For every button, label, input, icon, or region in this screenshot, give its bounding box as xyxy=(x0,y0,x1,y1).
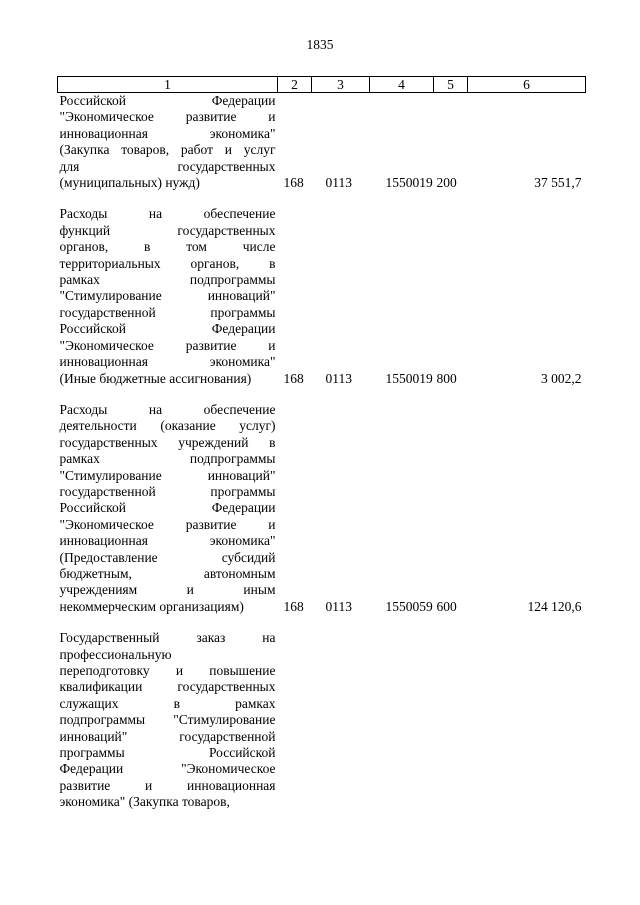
row-description xyxy=(58,402,278,615)
table-row xyxy=(58,206,586,386)
description-line: "Стимулирование инноваций" xyxy=(59,288,276,304)
column-header-6: 6 xyxy=(468,77,586,93)
section-code: 0113 xyxy=(325,370,352,386)
table-body xyxy=(58,93,586,811)
section-code xyxy=(312,630,370,810)
description-line: Государственный заказ на xyxy=(59,630,276,646)
description-line: государственных учреждений в xyxy=(59,434,276,450)
row-spacer xyxy=(58,615,586,630)
description-line: инновационная экономика" xyxy=(59,354,276,370)
row-spacer-cell xyxy=(58,387,586,402)
description-line: (Предоставление субсидий xyxy=(59,549,276,565)
description-line: некоммерческим организациям) xyxy=(59,598,244,614)
column-header-5: 5 xyxy=(434,77,468,93)
row-spacer-cell xyxy=(58,615,586,630)
section-code: 0113 xyxy=(325,175,352,191)
description-line: функций государственных xyxy=(59,222,276,238)
target-article-code: 1550019 xyxy=(385,175,433,191)
target-article-code: 1550019 xyxy=(385,370,433,386)
description-line: профессиональную xyxy=(59,646,172,662)
description-line: деятельности (оказание услуг) xyxy=(59,418,276,434)
row-spacer-cell xyxy=(58,191,586,206)
description-line: Российской Федерации xyxy=(59,321,276,337)
ministry-code xyxy=(278,630,312,810)
row-description xyxy=(58,206,278,386)
budget-table xyxy=(57,76,586,811)
expense-type-code: 800 xyxy=(436,370,457,386)
description-line: учреждениям и иным xyxy=(59,582,276,598)
description-line: "Экономическое развитие и xyxy=(59,516,276,532)
description-line: переподготовку и повышение xyxy=(59,663,276,678)
expense-type-code xyxy=(434,630,468,810)
amount: 3 002,2 xyxy=(541,370,582,386)
row-spacer xyxy=(58,387,586,402)
table-row xyxy=(58,630,586,810)
table-row xyxy=(58,402,586,615)
table-header-row xyxy=(58,77,586,93)
row-description xyxy=(58,630,278,810)
description-line: "Экономическое развитие и xyxy=(59,109,276,125)
amount: 37 551,7 xyxy=(534,175,582,191)
description-line: рамках подпрограммы xyxy=(59,272,276,288)
description-line: (Закупка товаров, работ и услуг xyxy=(59,142,276,158)
description-line: органов, в том числе xyxy=(59,239,276,255)
description-line: Федерации "Экономическое xyxy=(59,761,276,777)
description-line: квалификации государственных xyxy=(59,679,276,695)
description-line: Расходы на обеспечение xyxy=(59,206,276,222)
description-line: "Стимулирование инноваций" xyxy=(59,467,276,483)
description-line: (Иные бюджетные ассигнования) xyxy=(59,370,252,386)
column-header-1: 1 xyxy=(58,77,278,93)
target-article-code: 1550059 xyxy=(385,598,433,614)
description-line: экономика" (Закупка товаров, xyxy=(59,794,230,810)
description-line: рамках подпрограммы xyxy=(59,451,276,467)
description-line: государственной программы xyxy=(59,483,276,499)
description-line: инновационная экономика" xyxy=(59,125,276,141)
description-line: территориальных органов, в xyxy=(59,255,276,271)
amount: 124 120,6 xyxy=(527,598,582,614)
page-number: 1835 xyxy=(306,37,334,52)
description-line: Расходы на обеспечение xyxy=(59,401,276,417)
ministry-code: 168 xyxy=(283,175,304,191)
description-line: служащих в рамках xyxy=(59,695,276,711)
table-row xyxy=(58,93,586,192)
expense-type-code: 200 xyxy=(436,175,457,191)
description-line: для государственных xyxy=(59,158,276,174)
description-line: Российской Федерации xyxy=(59,500,276,516)
description-line: государственной программы xyxy=(59,304,276,320)
ministry-code: 168 xyxy=(283,598,304,614)
description-line: инновационная экономика" xyxy=(59,533,276,549)
row-spacer xyxy=(58,191,586,206)
ministry-code: 168 xyxy=(283,370,304,386)
column-header-2: 2 xyxy=(278,77,312,93)
expense-type-code: 600 xyxy=(436,598,457,614)
description-line: развитие и инновационная xyxy=(59,777,276,793)
description-line: программы Российской xyxy=(59,745,276,761)
description-line: бюджетным, автономным xyxy=(59,565,276,581)
amount xyxy=(468,630,586,810)
row-description xyxy=(58,93,278,192)
target-article-code xyxy=(370,630,434,810)
description-line: (муниципальных) нужд) xyxy=(59,175,200,191)
description-line: Российской Федерации xyxy=(59,93,276,108)
description-line: инноваций" государственной xyxy=(59,728,276,744)
column-header-3: 3 xyxy=(312,77,370,93)
description-line: "Экономическое развитие и xyxy=(59,337,276,353)
section-code: 0113 xyxy=(325,598,352,614)
column-header-4: 4 xyxy=(370,77,434,93)
description-line: подпрограммы "Стимулирование xyxy=(59,712,276,728)
